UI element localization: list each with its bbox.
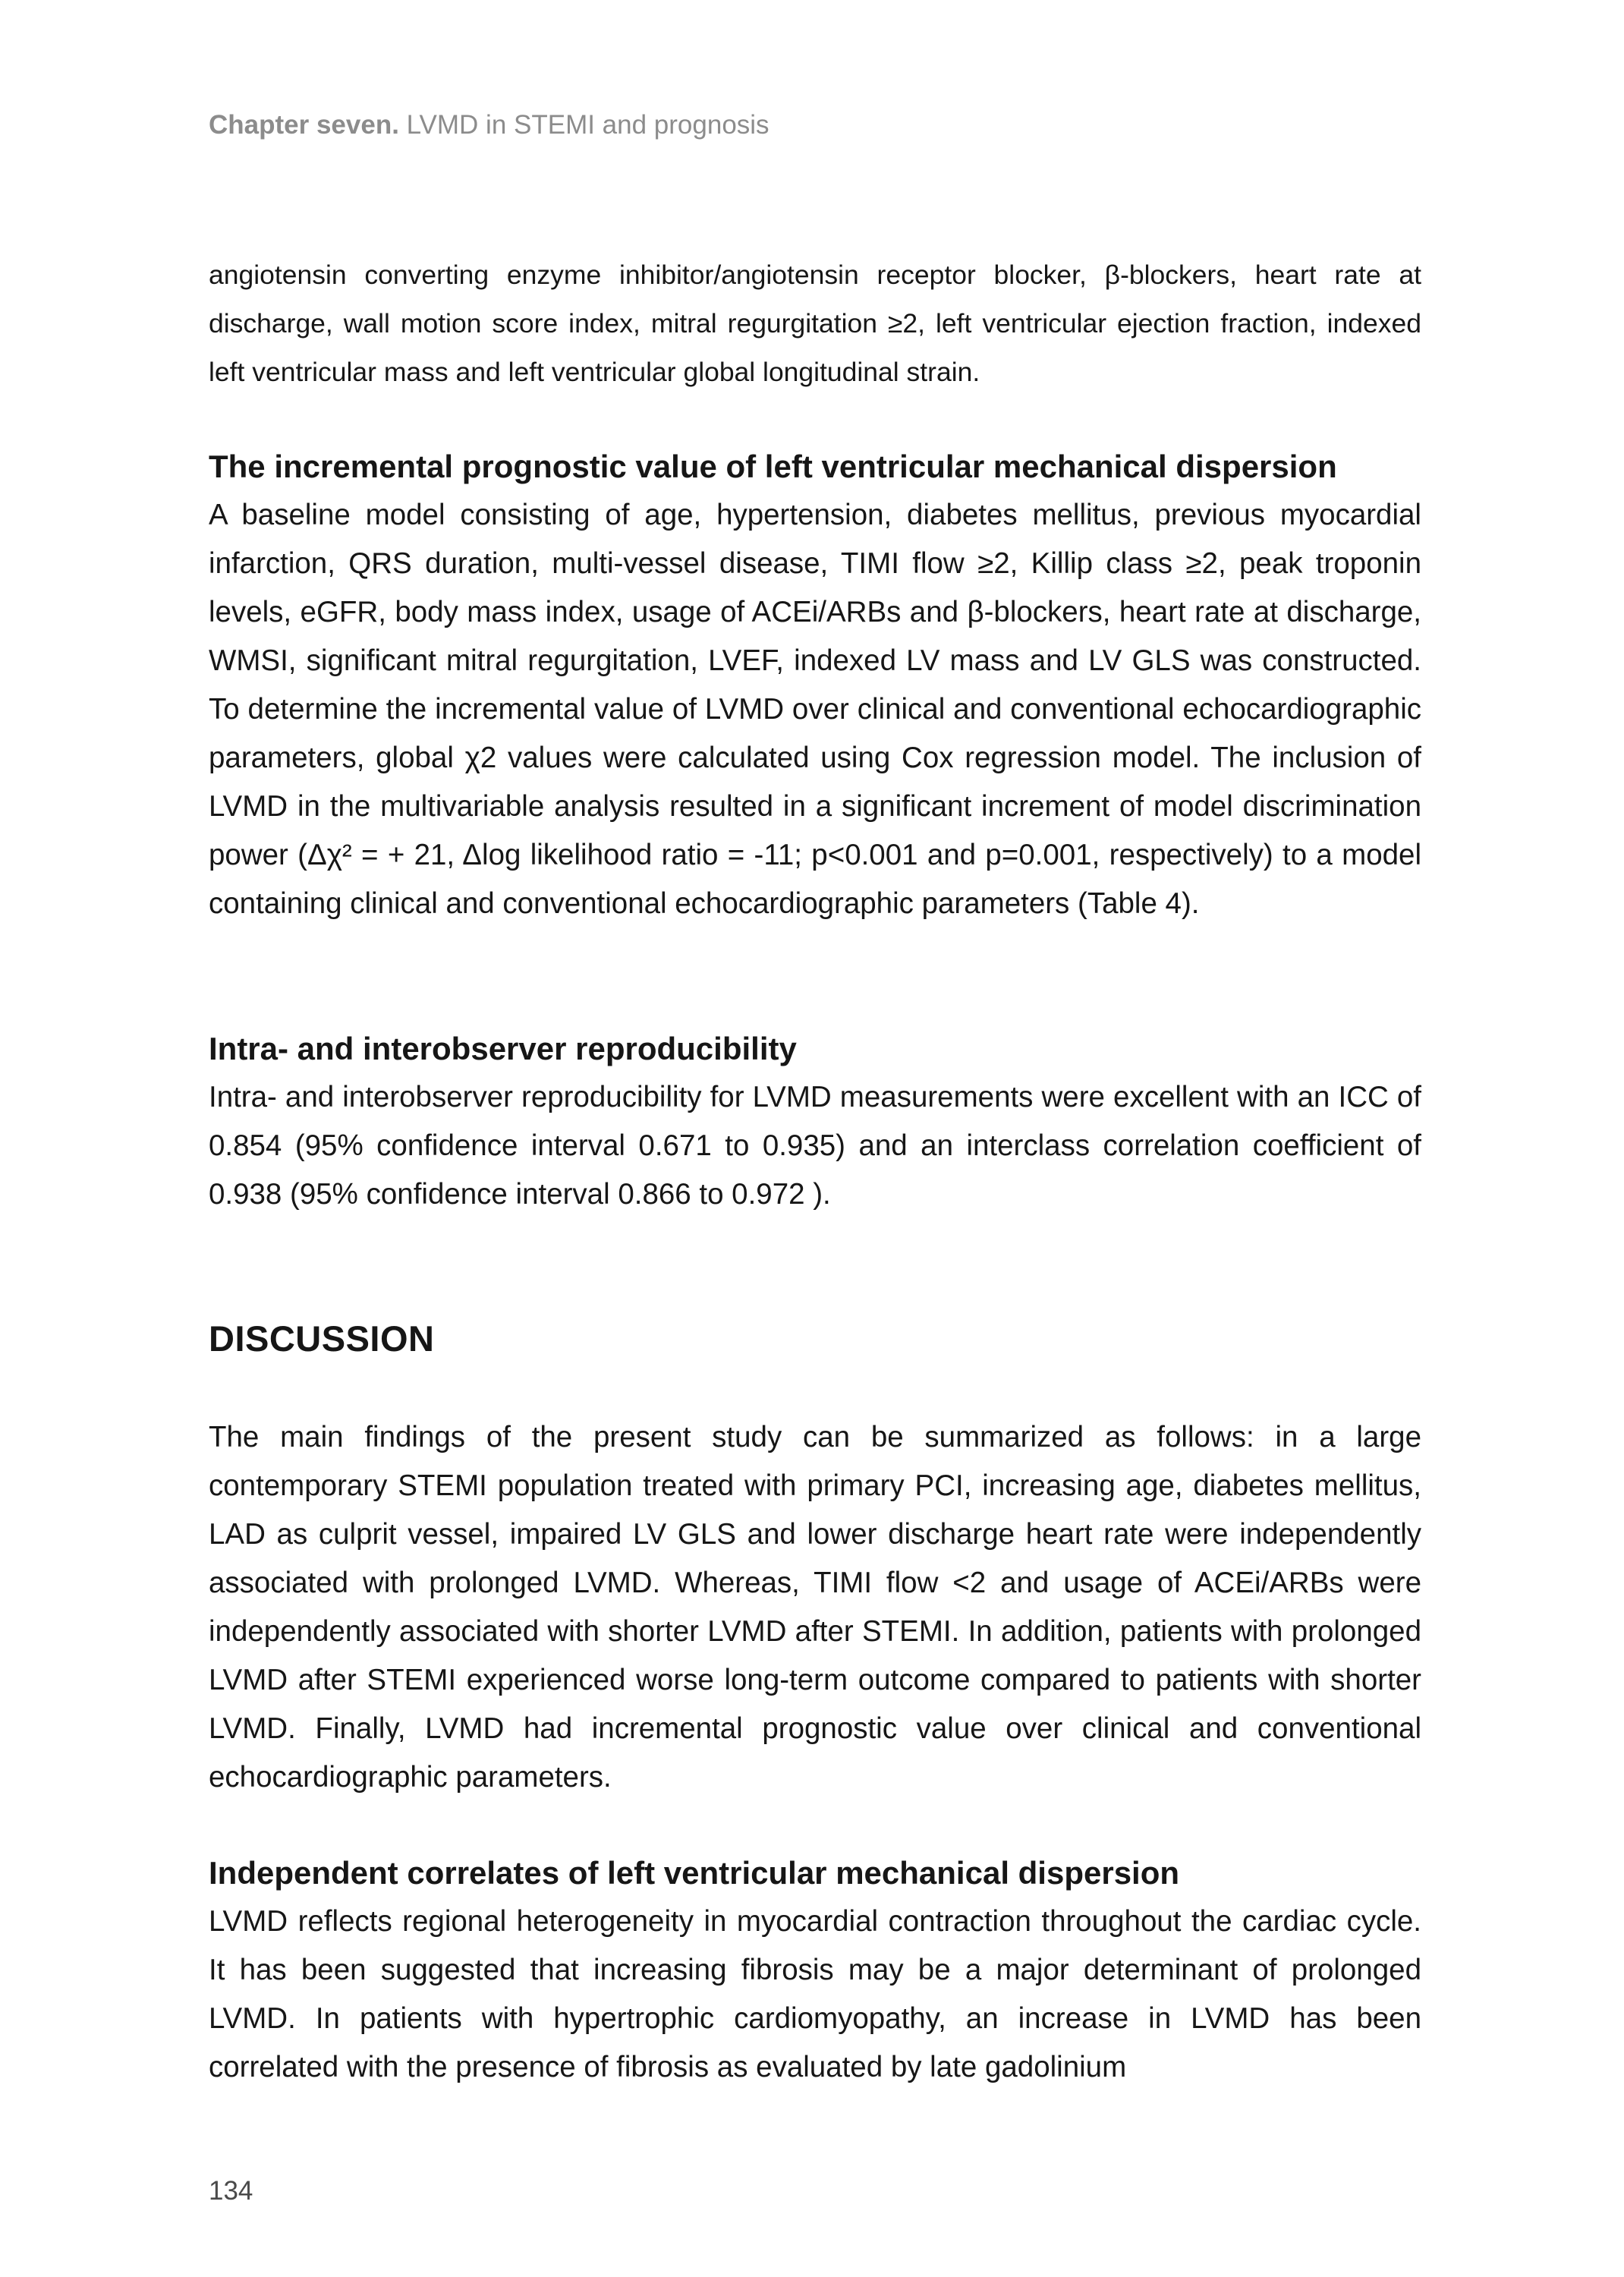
discussion-heading: DISCUSSION [209,1318,435,1359]
discussion-block [209,1413,1421,1802]
chapter-title: LVMD in STEMI and prognosis [406,110,770,140]
section-heading-correlates: Independent correlates of left ventricular mechanical dispersion [209,1855,1180,1891]
section-reproducibility [209,1025,1421,1219]
discussion-paragraph: The main findings of the present study can be summarized as follows: in a large contemporary STEMI population treated with primary PCI, increasing age, diabetes mellitus, LAD as culprit vessel, impaired LV GLS and lower discharge heart rate were independently associated with prolonged LVMD. Whereas, TIMI flow <2 and usage of ACEi/ARBs were independently associated with shorter LVMD after STEMI. In addition, patients with prolonged LVMD after STEMI experienced worse long-term outcome compared to patients with shorter LVMD. Finally, LVMD had incremental prognostic value over clinical and conventional echocardiographic parameters. [209,1421,1421,1794]
running-header [209,106,770,144]
chapter-label: Chapter seven. [209,110,399,140]
section-heading-reproducibility: Intra- and interobserver reproducibility [209,1031,797,1066]
intro-block [209,250,1421,396]
section-body-reproducibility: Intra- and interobserver reproducibility for LVMD measurements were excellent with an ICC of 0.854 (95% confidence interval 0.671 to 0.935) and an interclass correlation coefficient of 0.938 (95% confidence interval 0.866 to 0.972 ). [209,1081,1421,1211]
section-body-correlates: LVMD reflects regional heterogeneity in myocardial contraction throughout the cardiac cycle. It has been suggested that increasing fibrosis may be a major determinant of prolonged LVMD. In patients with hypertrophic cardiomyopathy, an increase in LVMD has been correlated with the presence of fibrosis as evaluated by late gadolinium [209,1905,1421,2083]
section-incremental-value [209,442,1421,928]
section-heading-incremental: The incremental prognostic value of left ventricular mechanical dispersion [209,449,1337,484]
section-body-incremental: A baseline model consisting of age, hypertension, diabetes mellitus, previous myocardial infarction, QRS duration, multi-vessel disease, TIMI flow ≥2, Killip class ≥2, peak troponin levels, eGFR, body mass index, usage of ACEi/ARBs and β-blockers, heart rate at discharge, WMSI, significant mitral regurgitation, LVEF, indexed LV mass and LV GLS was constructed. To determine the incremental value of LVMD over clinical and conventional echocardiographic parameters, global χ2 values were calculated using Cox regression model. The inclusion of LVMD in the multivariable analysis resulted in a significant increment of model discrimination power (Δχ² = + 21, Δlog likelihood ratio = -11; p<0.001 and p=0.001, respectively) to a model containing clinical and conventional echocardiographic parameters (Table 4). [209,499,1421,920]
intro-paragraph: angiotensin converting enzyme inhibitor/angiotensin receptor blocker, β-blockers, heart rate at discharge, wall motion score index, mitral regurgitation ≥2, left ventricular ejection fraction, indexed left ventricular mass and left ventricular global longitudinal strain. [209,260,1421,387]
page-number: 134 [209,2176,253,2206]
section-correlates [209,1849,1421,2092]
